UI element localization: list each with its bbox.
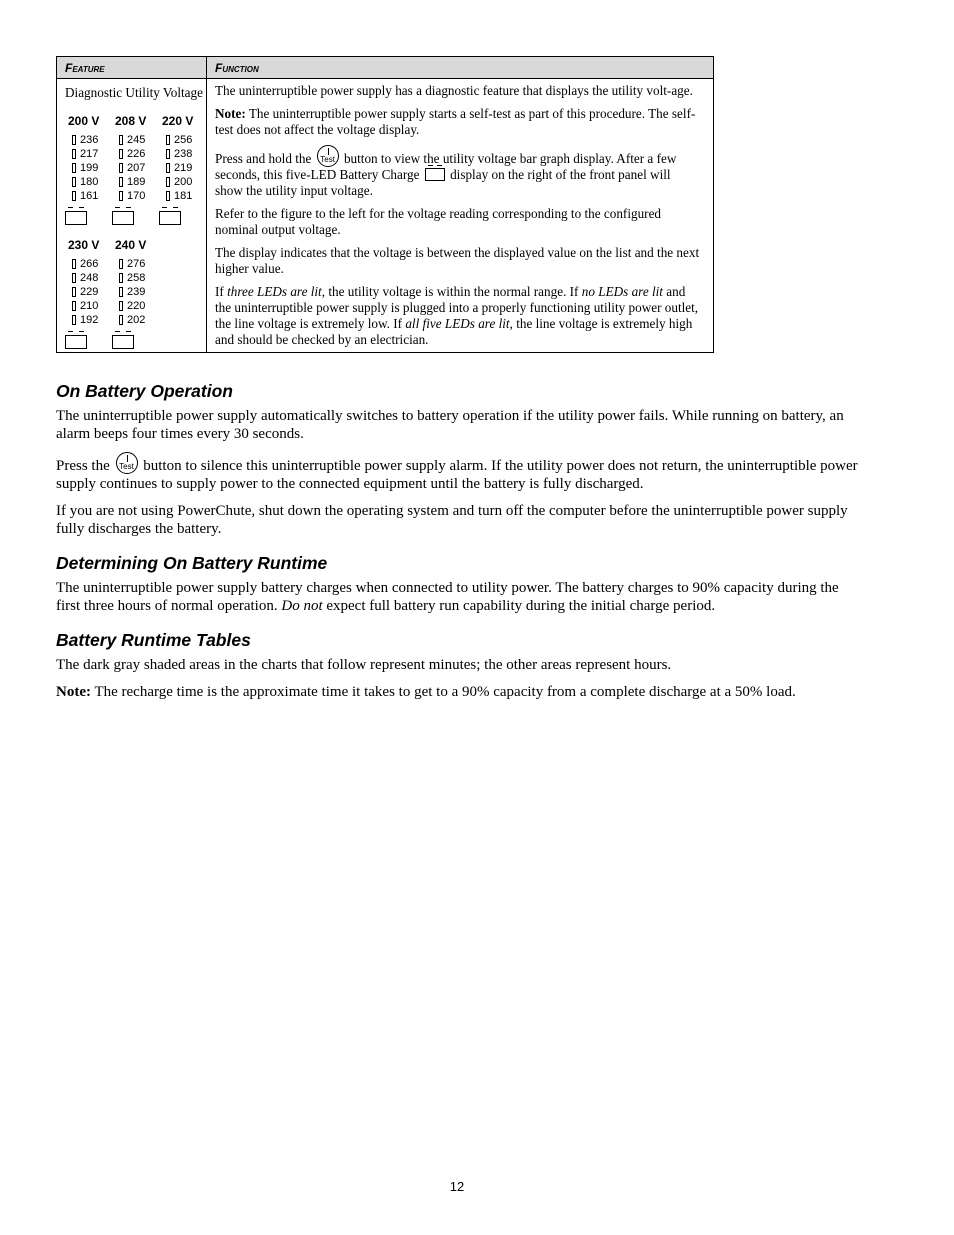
paragraph	[56, 683, 866, 701]
led-icon	[166, 177, 170, 187]
voltage-label: 200 V	[68, 114, 100, 128]
led-value: 226	[127, 148, 146, 160]
led-row	[72, 257, 112, 271]
led-value: 207	[127, 162, 146, 174]
function-paragraph: The uninterruptible power supply has a diagnostic feature that displays the utility volt-age.	[215, 83, 693, 98]
note-text: The recharge time is the approximate time it takes to get to a 90% capacity from a complete discharge at a 50% load.	[90, 684, 796, 700]
led-row	[119, 133, 159, 147]
feature-cell	[57, 79, 207, 353]
led-value: 229	[80, 286, 99, 298]
led-value: 238	[174, 148, 193, 160]
function-cell	[207, 79, 714, 353]
led-icon	[166, 191, 170, 201]
led-row	[119, 161, 159, 175]
function-paragraph	[215, 145, 701, 199]
led-value: 210	[80, 300, 99, 312]
header-feature: Feature	[57, 57, 207, 79]
page-number: 12	[449, 1179, 465, 1194]
battery-icon	[112, 335, 134, 349]
led-icon	[72, 273, 76, 283]
led-icon	[166, 135, 170, 145]
led-row	[119, 313, 159, 327]
heading-runtime: Determining On Battery Runtime	[56, 553, 328, 573]
led-value: 219	[174, 162, 193, 174]
led-icon	[119, 259, 123, 269]
text-span: button to view the utility voltage bar graph display. After a few seconds, this five-LED Battery Charge	[215, 151, 677, 182]
heading-on-battery: On Battery Operation	[56, 381, 233, 401]
led-row	[119, 147, 159, 161]
text-span: expect full battery run capability during the initial charge period.	[322, 598, 716, 614]
led-value: 239	[127, 286, 146, 298]
text-span: , the line voltage is extremely high and should be checked by an electrician.	[215, 316, 693, 347]
led-row	[119, 285, 159, 299]
test-label: Test	[119, 462, 134, 471]
voltage-group-240	[112, 237, 159, 349]
test-label: Test	[320, 155, 335, 164]
feature-function-table	[56, 56, 714, 353]
paragraph: The dark gray shaded areas in the charts that follow represent minutes; the other areas represent hours.	[56, 657, 672, 673]
led-icon	[119, 149, 123, 159]
voltage-label: 220 V	[162, 114, 194, 128]
voltage-label: 240 V	[115, 238, 147, 252]
text-span: Press the	[56, 458, 110, 474]
voltage-group-220	[159, 113, 206, 225]
led-value: 266	[80, 258, 99, 270]
led-icon	[72, 259, 76, 269]
led-value: 161	[80, 190, 99, 202]
paragraph	[56, 452, 866, 493]
text-span: display on the right of the front panel will show the utility input voltage.	[215, 167, 671, 198]
led-value: 189	[127, 176, 146, 188]
note-label: Note:	[56, 684, 91, 700]
led-value: 276	[127, 258, 146, 270]
voltage-figure-top	[65, 113, 206, 225]
test-button-icon	[317, 145, 339, 167]
led-icon	[119, 163, 123, 173]
led-icon	[119, 135, 123, 145]
led-row	[119, 189, 159, 203]
led-value: 199	[80, 162, 99, 174]
led-row	[72, 189, 112, 203]
function-paragraph: Refer to the figure to the left for the voltage reading corresponding to the configured nominal output voltage.	[215, 206, 662, 237]
led-value: 202	[127, 314, 146, 326]
led-value: 236	[80, 134, 99, 146]
function-note	[215, 106, 701, 138]
led-row	[72, 271, 112, 285]
battery-icon	[65, 335, 87, 349]
battery-icon	[112, 211, 134, 225]
led-row	[166, 175, 206, 189]
battery-icon	[159, 211, 181, 225]
led-icon	[119, 177, 123, 187]
led-value: 192	[80, 314, 99, 326]
led-row	[72, 147, 112, 161]
led-value: 180	[80, 176, 99, 188]
led-row	[166, 147, 206, 161]
voltage-label: 230 V	[68, 238, 100, 252]
led-value: 256	[174, 134, 193, 146]
led-value: 248	[80, 272, 99, 284]
note-label: Note:	[215, 106, 246, 121]
voltage-group-230	[65, 237, 112, 349]
led-value: 181	[174, 190, 193, 202]
italic-span: Do not	[281, 598, 323, 614]
heading-runtime-tables: Battery Runtime Tables	[56, 630, 251, 650]
led-icon	[119, 273, 123, 283]
header-function: Function	[207, 57, 714, 79]
led-row	[72, 299, 112, 313]
note-text: The uninterruptible power supply starts a self-test as part of this procedure. The self-test does not affect the voltage display.	[215, 106, 696, 137]
led-icon	[72, 135, 76, 145]
led-value: 258	[127, 272, 146, 284]
battery-icon	[65, 211, 87, 225]
text-span: The uninterruptible power supply battery charges when connected to utility power. The battery charges to 90% capacity during the first three hours of normal operation.	[56, 580, 839, 614]
led-row	[72, 285, 112, 299]
voltage-label: 208 V	[115, 114, 147, 128]
led-row	[119, 299, 159, 313]
led-row	[72, 175, 112, 189]
led-icon	[72, 163, 76, 173]
text-span: and the uninterruptible power supply is plugged into a properly functioning utility power outlet, the line voltage is extremely low. If	[215, 284, 699, 331]
led-icon	[119, 191, 123, 201]
italic-span: all five LEDs are lit	[405, 316, 510, 331]
led-value: 217	[80, 148, 99, 160]
led-row	[72, 133, 112, 147]
led-icon	[72, 287, 76, 297]
test-button-icon	[116, 452, 138, 474]
text-span: button to silence this uninterruptible power supply alarm. If the utility power does not return, the uninterruptible power supply continues to supply power to the connected equipment until the battery is fully discharged.	[56, 458, 858, 492]
text-span: Press and hold the	[215, 151, 312, 166]
feature-name: Diagnostic Utility Voltage	[65, 85, 203, 100]
led-icon	[72, 315, 76, 325]
led-row	[166, 161, 206, 175]
text-span: If	[215, 284, 228, 299]
led-row	[72, 161, 112, 175]
led-icon	[72, 191, 76, 201]
text-span: , the utility voltage is within the normal range. If	[321, 284, 582, 299]
paragraph: The uninterruptible power supply automatically switches to battery operation if the utility power fails. While running on battery, an alarm beeps four times every 30 seconds.	[56, 408, 844, 442]
voltage-group-200	[65, 113, 112, 225]
led-row	[166, 133, 206, 147]
voltage-group-208	[112, 113, 159, 225]
led-icon	[166, 163, 170, 173]
italic-span: no LEDs are lit	[581, 284, 663, 299]
led-icon	[72, 177, 76, 187]
body-content	[56, 380, 866, 710]
italic-span: three LEDs are lit	[227, 284, 322, 299]
led-icon	[119, 287, 123, 297]
led-value: 170	[127, 190, 146, 202]
led-value: 245	[127, 134, 146, 146]
led-icon	[119, 315, 123, 325]
battery-charge-icon	[425, 168, 445, 181]
led-icon	[166, 149, 170, 159]
led-row	[119, 257, 159, 271]
led-icon	[72, 301, 76, 311]
function-paragraph: The display indicates that the voltage is between the displayed value on the list and the next higher value.	[215, 245, 700, 276]
function-paragraph	[215, 284, 701, 348]
paragraph: If you are not using PowerChute, shut down the operating system and turn off the computer before the uninterruptible power supply fully discharges the battery.	[56, 503, 848, 537]
led-value: 220	[127, 300, 146, 312]
led-icon	[119, 301, 123, 311]
paragraph	[56, 579, 866, 615]
voltage-figure-bottom	[65, 237, 206, 349]
led-row	[119, 175, 159, 189]
led-icon	[72, 149, 76, 159]
led-value: 200	[174, 176, 193, 188]
led-row	[72, 313, 112, 327]
led-row	[119, 271, 159, 285]
led-row	[166, 189, 206, 203]
